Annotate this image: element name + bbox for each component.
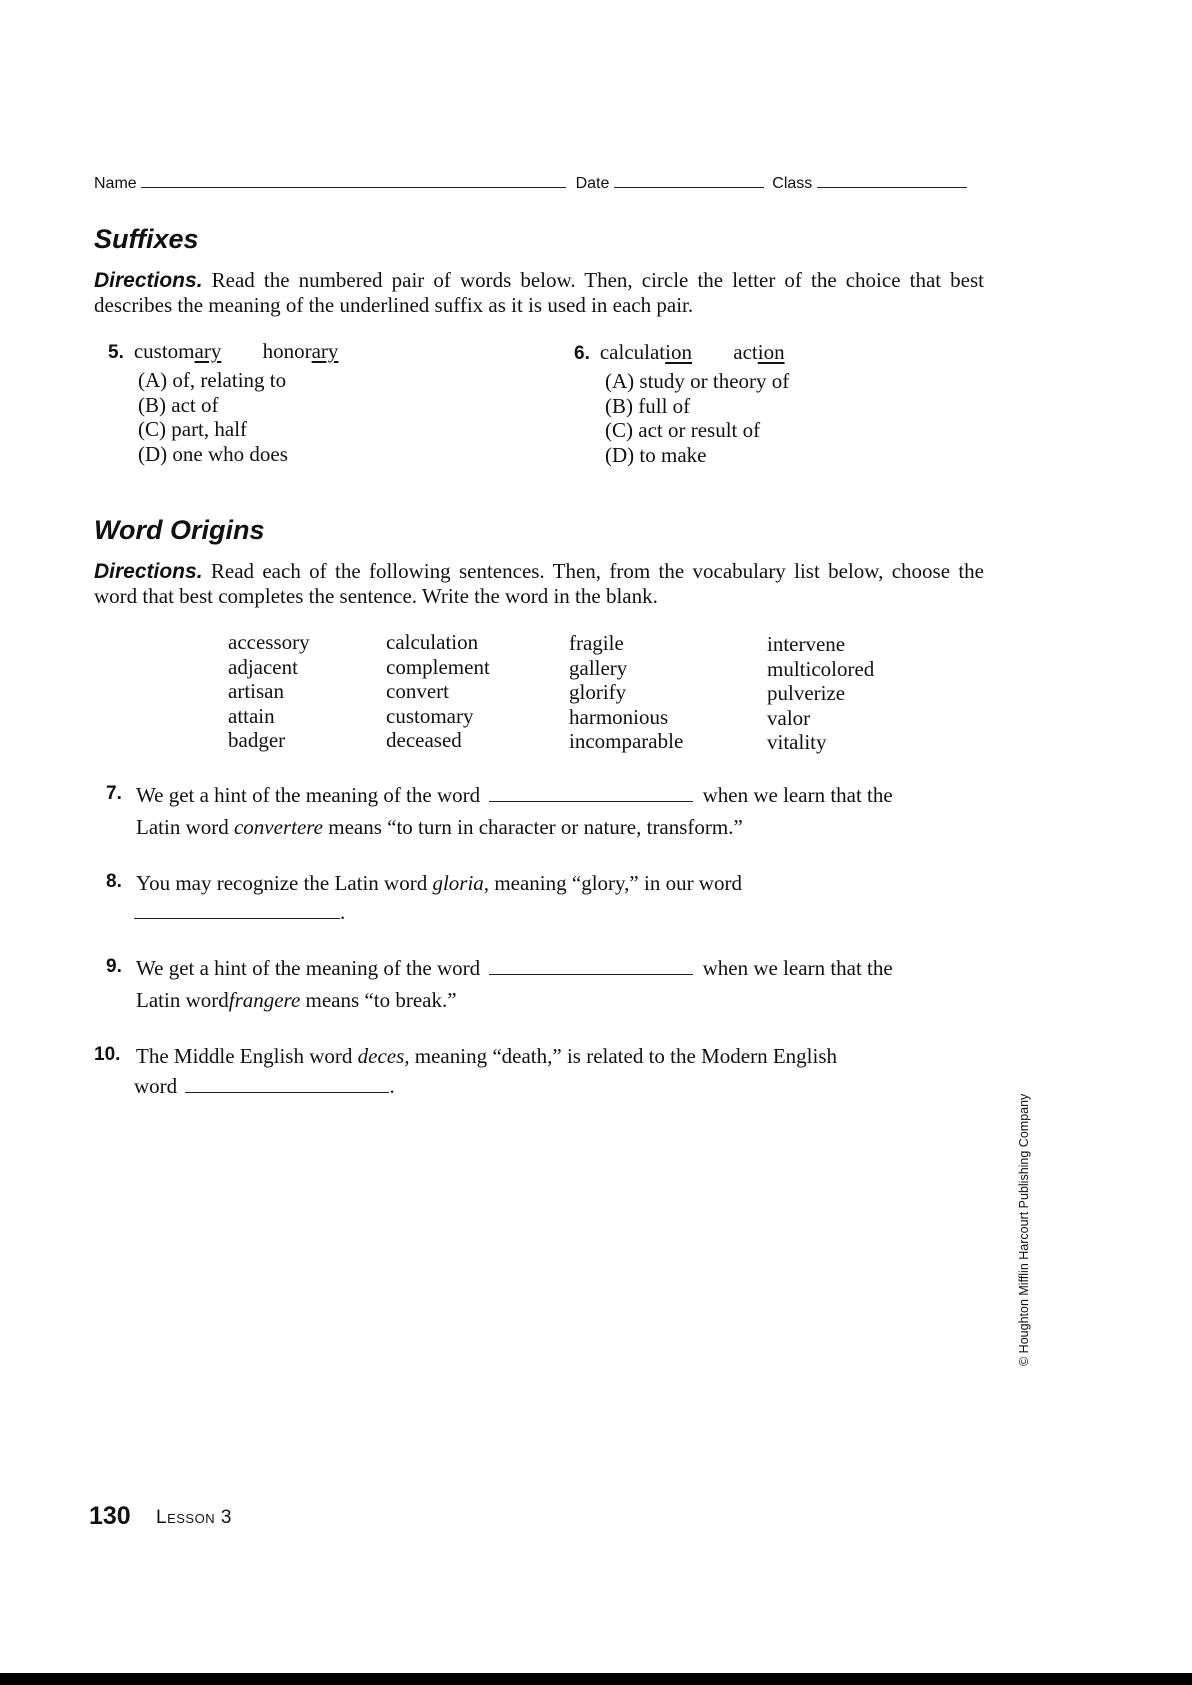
word2-suffix: ion [757, 340, 785, 364]
vocab-word: attain [228, 703, 275, 728]
vocab-word: adjacent [228, 654, 298, 679]
vocab-word: vitality [767, 730, 827, 754]
vocab-word: pulverize [767, 681, 846, 705]
question-9 [106, 956, 122, 978]
question-number: 9. [106, 956, 122, 977]
word1-stem: custom [133, 339, 195, 363]
vocab-word: accessory [228, 630, 310, 654]
word2-suffix: ary [311, 339, 339, 363]
sentence-text: You may recognize the Latin word [136, 871, 433, 895]
vocab-column-1 [228, 630, 310, 753]
lesson-label: Lesson 3 [156, 1507, 232, 1528]
choice-c[interactable]: (C) part, half [138, 417, 248, 441]
question-7 [106, 783, 122, 805]
question-number: 5. [108, 342, 124, 363]
question-6-choices [605, 369, 789, 467]
sentence-end: . [389, 1074, 395, 1098]
sentence-text: means “to turn in character or nature, transform.” [323, 815, 743, 839]
word-pair [134, 339, 339, 363]
page-number: 130 [89, 1502, 131, 1530]
header-fields [94, 175, 967, 193]
question-5 [108, 339, 338, 364]
answer-blank[interactable] [489, 973, 693, 975]
choice-a[interactable]: (A) of, relating to [138, 368, 287, 392]
vocab-word: badger [228, 728, 286, 752]
copyright-notice: © Houghton Mifflin Harcourt Publishing Company [1017, 1093, 1031, 1366]
date-field[interactable] [614, 186, 764, 188]
sentence-text: meaning “death,” is related to the Modern English [409, 1044, 837, 1068]
word1-suffix: ion [665, 340, 692, 364]
question-number: 6. [574, 343, 590, 364]
vocab-word: convert [386, 679, 449, 703]
vocab-column-2 [386, 630, 490, 753]
latin-word: convertere [233, 815, 323, 839]
class-label: Class [772, 175, 813, 192]
question-10-line-2 [134, 1074, 395, 1099]
class-field[interactable] [817, 186, 967, 188]
word1-suffix: ary [194, 339, 222, 363]
question-number: 10. [94, 1044, 121, 1065]
vocab-word: complement [386, 654, 490, 679]
directions-label: Directions. [94, 269, 203, 292]
vocab-word: harmonious [569, 704, 669, 729]
question-6 [574, 340, 785, 365]
vocab-word: artisan [228, 679, 284, 703]
word-pair [600, 340, 785, 364]
suffixes-directions [94, 268, 984, 317]
choice-b[interactable]: (B) full of [605, 393, 691, 418]
sentence-text: We get a hint of the meaning of the word [136, 783, 481, 807]
vocab-word: valor [767, 705, 811, 730]
vocab-word: deceased [386, 728, 462, 752]
question-number: 7. [106, 783, 122, 804]
choice-c[interactable]: (C) act or result of [605, 418, 761, 442]
middle-english-word: deces, [357, 1044, 410, 1068]
question-10 [94, 1044, 120, 1066]
vocab-word: incomparable [569, 729, 684, 753]
sentence-text: Latin word [136, 988, 229, 1012]
word2-stem: honor [262, 339, 312, 363]
question-10-line-1 [136, 1044, 837, 1069]
word2-stem: act [733, 340, 758, 364]
vocab-word: glorify [569, 680, 627, 704]
vocab-word: multicolored [767, 656, 875, 681]
sentence-text: meaning “glory,” in our word [489, 871, 742, 895]
sentence-text: We get a hint of the meaning of the word [136, 956, 481, 980]
choice-d[interactable]: (D) to make [605, 442, 707, 467]
latin-word: gloria, [432, 871, 490, 895]
question-8-line-1 [136, 871, 742, 896]
name-label: Name [94, 175, 137, 192]
sentence-text: word [134, 1074, 178, 1098]
vocab-word: gallery [569, 655, 628, 680]
answer-blank[interactable] [134, 917, 340, 919]
question-8 [106, 871, 122, 893]
choice-d[interactable]: (D) one who does [138, 441, 288, 466]
sentence-text: The Middle English word [136, 1044, 358, 1068]
directions-text: Read the numbered pair of words below. Then, circle the letter of the choice that best describes the meaning of the underlined suffix as it is used in each pair. [94, 268, 985, 317]
vocab-word: fragile [569, 631, 624, 655]
latin-word: frangere [228, 988, 301, 1012]
sentence-text: Latin word [136, 815, 234, 839]
answer-blank[interactable] [489, 800, 693, 802]
section-title-word-origins: Word Origins [94, 515, 265, 545]
vocab-word: intervene [767, 632, 846, 656]
sentence-text: when we learn that the [702, 783, 893, 807]
sentence-text: means “to break.” [300, 988, 457, 1012]
section-title-suffixes: Suffixes [94, 224, 199, 254]
question-7-line-2 [136, 815, 743, 840]
name-field[interactable] [141, 186, 566, 188]
vocab-column-3 [569, 631, 683, 754]
question-9-line-2 [136, 988, 457, 1013]
choice-b[interactable]: (B) act of [138, 392, 219, 417]
vocab-word: calculation [386, 630, 479, 654]
vocab-column-4 [767, 632, 874, 755]
word1-stem: calculat [599, 340, 666, 364]
choice-a[interactable]: (A) study or theory of [605, 369, 790, 393]
sentence-end: . [340, 900, 346, 924]
question-9-line-1 [136, 956, 893, 981]
origins-directions [94, 559, 984, 608]
directions-label: Directions. [94, 560, 203, 583]
question-7-line-1 [136, 783, 893, 808]
date-label: Date [575, 175, 610, 192]
question-5-choices [138, 368, 288, 466]
directions-text: Read each of the following sentences. Then, from the vocabulary list below, choose the word that best completes the sentence. Write the word in the blank. [94, 559, 984, 608]
sentence-text: when we learn that the [702, 956, 893, 980]
vocab-word: customary [386, 703, 474, 728]
question-8-line-2 [134, 900, 345, 925]
answer-blank[interactable] [185, 1091, 389, 1093]
bottom-edge-bar [0, 1673, 1192, 1685]
question-number: 8. [106, 871, 122, 892]
